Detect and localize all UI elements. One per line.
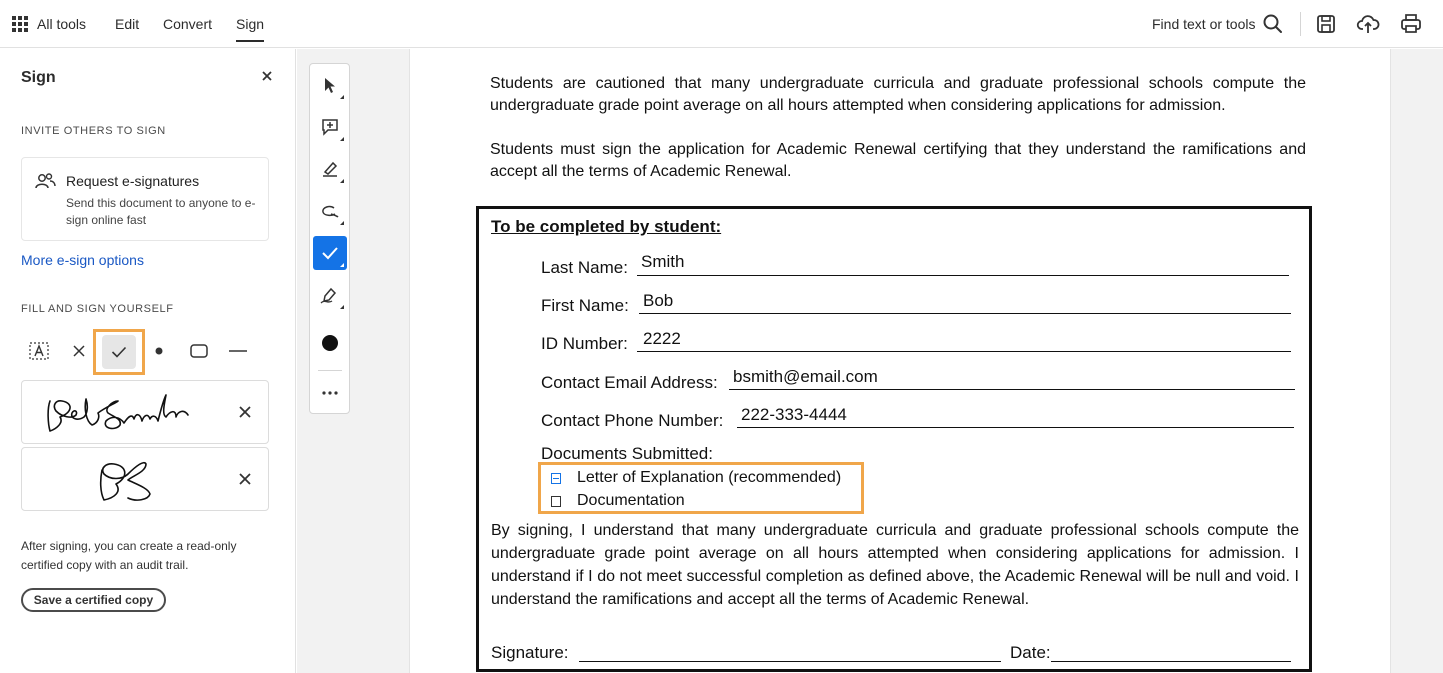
fill-sign-tools <box>21 329 271 375</box>
highlight-pen-icon[interactable] <box>313 152 347 186</box>
invite-section-label: INVITE OTHERS TO SIGN <box>21 125 166 137</box>
document-viewport[interactable] <box>297 49 1443 673</box>
people-sign-icon <box>34 172 56 192</box>
date-label: Date: <box>1010 643 1051 662</box>
save-certified-copy-button[interactable]: Save a certified copy <box>21 588 166 612</box>
top-menu-bar <box>0 0 1443 48</box>
signature-image <box>42 389 212 439</box>
more-esign-options-link[interactable]: More e-sign options <box>21 252 144 268</box>
checkmark-icon[interactable] <box>313 236 347 270</box>
request-esignatures-desc: Send this document to anyone to e-sign online fast <box>66 196 256 227</box>
letter-label: Letter of Explanation (recommended) <box>577 469 842 486</box>
request-esignatures-card[interactable] <box>21 157 269 241</box>
checkmark-icon[interactable] <box>102 335 136 369</box>
remove-initials-icon[interactable] <box>238 472 252 486</box>
menu-edit[interactable]: Edit <box>115 16 140 32</box>
fill-sign-section-label: FILL AND SIGN YOURSELF <box>21 303 174 315</box>
close-icon[interactable] <box>260 69 274 83</box>
more-options-icon[interactable] <box>313 376 347 410</box>
sign-panel <box>0 49 296 673</box>
toolbar-divider <box>318 370 342 371</box>
menu-convert[interactable]: Convert <box>163 16 213 32</box>
text-field-icon[interactable] <box>19 329 59 373</box>
print-icon[interactable] <box>1399 12 1423 36</box>
paragraph-sign-requirement: Students must sign the application for Academic Renewal certifying that they understand the ramifications and accept all the terms of Academic Renewal. <box>490 141 1306 180</box>
signature-label: Signature: <box>491 643 569 662</box>
date-line[interactable] <box>1051 661 1291 662</box>
email-value[interactable]: bsmith@email.com <box>733 367 878 386</box>
first-name-label: First Name: <box>541 296 629 315</box>
certified-copy-info: After signing, you can create a read-only certified copy with an audit trail. <box>21 539 237 572</box>
documents-submitted-label: Documents Submitted: <box>541 444 713 463</box>
first-name-value[interactable]: Bob <box>643 291 674 310</box>
phone-value[interactable]: 222-333-4444 <box>741 405 847 424</box>
apps-grid-icon[interactable] <box>12 16 28 32</box>
dot-icon[interactable] <box>139 329 179 373</box>
saved-signature-card[interactable] <box>21 380 269 444</box>
toolbar-divider <box>1300 12 1301 36</box>
annotation-toolbar <box>309 63 350 414</box>
select-cursor-icon[interactable] <box>313 68 347 102</box>
search-icon[interactable] <box>1261 12 1285 36</box>
freehand-draw-icon[interactable] <box>313 194 347 228</box>
student-form-box <box>476 206 1312 672</box>
email-line <box>729 389 1295 390</box>
letter-checkbox[interactable] <box>551 473 561 484</box>
line-icon[interactable] <box>218 329 258 373</box>
doc-documentation-row[interactable] <box>551 492 685 510</box>
document-page <box>409 49 1391 673</box>
remove-signature-icon[interactable] <box>238 405 252 419</box>
form-heading: To be completed by student: <box>491 217 722 236</box>
doc-letter-row[interactable] <box>551 469 841 487</box>
add-comment-icon[interactable] <box>313 110 347 144</box>
color-dot-icon[interactable] <box>313 326 347 360</box>
menu-sign[interactable]: Sign <box>236 16 264 42</box>
save-icon[interactable] <box>1314 12 1338 36</box>
certification-paragraph: By signing, I understand that many undergraduate curricula and graduate professional schools compute the undergraduate grade point average on all hours attempted when considering applications for admission. I understand if I do not meet successful completion as defined above, the Academic Renewal will be null and void. I understand the ramifications and accept all the terms of Academic Renewal. <box>491 522 1299 608</box>
checkmark-tool-selected[interactable] <box>93 329 145 375</box>
find-text-tools-label[interactable]: Find text or tools <box>1152 16 1256 32</box>
id-number-line <box>637 351 1291 352</box>
upload-icon[interactable] <box>1356 12 1380 36</box>
id-number-label: ID Number: <box>541 334 628 353</box>
documentation-checkbox[interactable] <box>551 496 561 507</box>
initials-image <box>92 454 162 506</box>
sign-pen-icon[interactable] <box>313 278 347 312</box>
email-label: Contact Email Address: <box>541 373 718 392</box>
panel-title: Sign <box>21 69 56 86</box>
last-name-value[interactable]: Smith <box>641 252 685 271</box>
menu-all-tools[interactable]: All tools <box>37 16 87 32</box>
documentation-label: Documentation <box>577 492 685 509</box>
paragraph-caution: Students are cautioned that many undergraduate curricula and graduate professional schools compute the undergraduate grade point average on all hours attempted when considering applications for admission. <box>490 75 1306 114</box>
phone-label: Contact Phone Number: <box>541 411 724 430</box>
first-name-line <box>639 313 1291 314</box>
phone-line <box>737 427 1294 428</box>
saved-initials-card[interactable] <box>21 447 269 511</box>
request-esignatures-title: Request e-signatures <box>66 173 200 189</box>
documents-checklist <box>538 462 864 514</box>
rectangle-icon[interactable] <box>179 329 219 373</box>
last-name-line <box>637 275 1289 276</box>
last-name-label: Last Name: <box>541 258 628 277</box>
id-number-value[interactable]: 2222 <box>643 329 681 348</box>
signature-line[interactable] <box>579 661 1001 662</box>
